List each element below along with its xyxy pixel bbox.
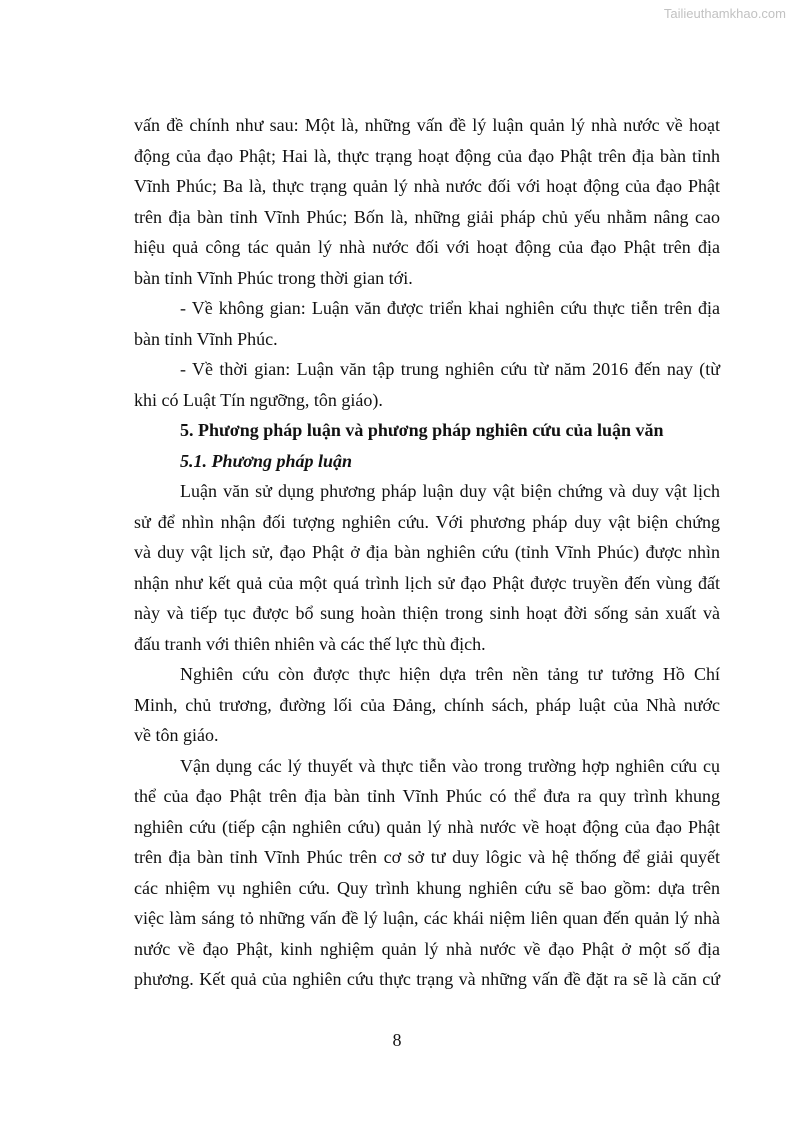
text-line: hiệu quả công tác quản lý nhà nước đối với hoạt động của đạo Phật trên địa	[134, 237, 720, 257]
text-line: khi có Luật Tín ngưỡng, tôn giáo).	[134, 389, 383, 410]
text-line: Luận văn sử dụng phương pháp luận duy vật biện chứng và duy vật lịch	[180, 481, 720, 501]
text-line: động của đạo Phật; Hai là, thực trạng hoạt động của đạo Phật trên địa bàn tỉnh	[134, 145, 720, 166]
text-line: - Về không gian: Luận văn được triển khai nghiên cứu thực tiễn trên địa	[180, 298, 720, 318]
text-line: trên địa bàn tỉnh Vĩnh Phúc trên cơ sở tư duy lôgic và hệ thống để giải quyết	[134, 847, 720, 867]
text-line: nghiên cứu (tiếp cận nghiên cứu) quản lý nhà nước về hoạt động của đạo Phật	[134, 816, 720, 837]
section-heading: 5. Phương pháp luận và phương pháp nghiên cứu của luận văn	[180, 420, 664, 440]
text-line: Vận dụng các lý thuyết và thực tiễn vào trong trường hợp nghiên cứu cụ	[180, 755, 720, 776]
text-line: - Về thời gian: Luận văn tập trung nghiên cứu từ năm 2016 đến nay (từ	[180, 359, 720, 379]
text-line: trên địa bàn tỉnh Vĩnh Phúc; Bốn là, những giải pháp chủ yếu nhằm nâng cao	[134, 206, 720, 227]
text-line: này và tiếp tục được bổ sung hoàn thiện trong sinh hoạt đời sống sản xuất và	[134, 603, 720, 623]
text-line: đấu tranh với thiên nhiên và các thế lực thù địch.	[134, 633, 486, 654]
text-line: sử để nhìn nhận đối tượng nghiên cứu. Với phương pháp duy vật biện chứng	[134, 511, 720, 532]
text-line: nhận như kết quả của một quá trình lịch sử đạo Phật được truyền đến vùng đất	[134, 572, 720, 593]
text-line: các nhiệm vụ nghiên cứu. Quy trình khung nghiên cứu sẽ bao gồm: dựa trên	[134, 877, 720, 898]
text-line: Vĩnh Phúc; Ba là, thực trạng quản lý nhà nước đối với hoạt động của đạo Phật	[134, 176, 720, 196]
page-number: 8	[392, 1030, 402, 1050]
text-line: nước về đạo Phật, kinh nghiệm quản lý nhà nước về đạo Phật ở một số địa	[134, 938, 720, 959]
watermark: Tailieuthamkhao.com	[663, 6, 786, 21]
text-line: Minh, chủ trương, đường lối của Đảng, chính sách, pháp luật của Nhà nước	[134, 694, 720, 715]
text-line: phương. Kết quả của nghiên cứu thực trạng và những vấn đề đặt ra sẽ là căn cứ	[134, 969, 720, 989]
text-line: vấn đề chính như sau: Một là, những vấn đề lý luận quản lý nhà nước về hoạt	[134, 115, 720, 135]
text-line: và duy vật lịch sử, đạo Phật ở địa bàn nghiên cứu (tỉnh Vĩnh Phúc) được nhìn	[134, 542, 720, 562]
text-line: thể của đạo Phật trên địa bàn tỉnh Vĩnh Phúc có thể đưa ra quy trình khung	[134, 786, 720, 806]
subsection-heading: 5.1. Phương pháp luận	[180, 450, 352, 471]
text-line: bàn tỉnh Vĩnh Phúc.	[134, 328, 278, 349]
text-line: Nghiên cứu còn được thực hiện dựa trên nền tảng tư tưởng Hồ Chí	[180, 664, 720, 684]
text-line: về tôn giáo.	[134, 725, 219, 745]
text-line: bàn tỉnh Vĩnh Phúc trong thời gian tới.	[134, 267, 413, 288]
text-line: việc làm sáng tỏ những vấn đề lý luận, các khái niệm liên quan đến quản lý nhà	[134, 908, 720, 928]
document-page	[134, 110, 720, 995]
